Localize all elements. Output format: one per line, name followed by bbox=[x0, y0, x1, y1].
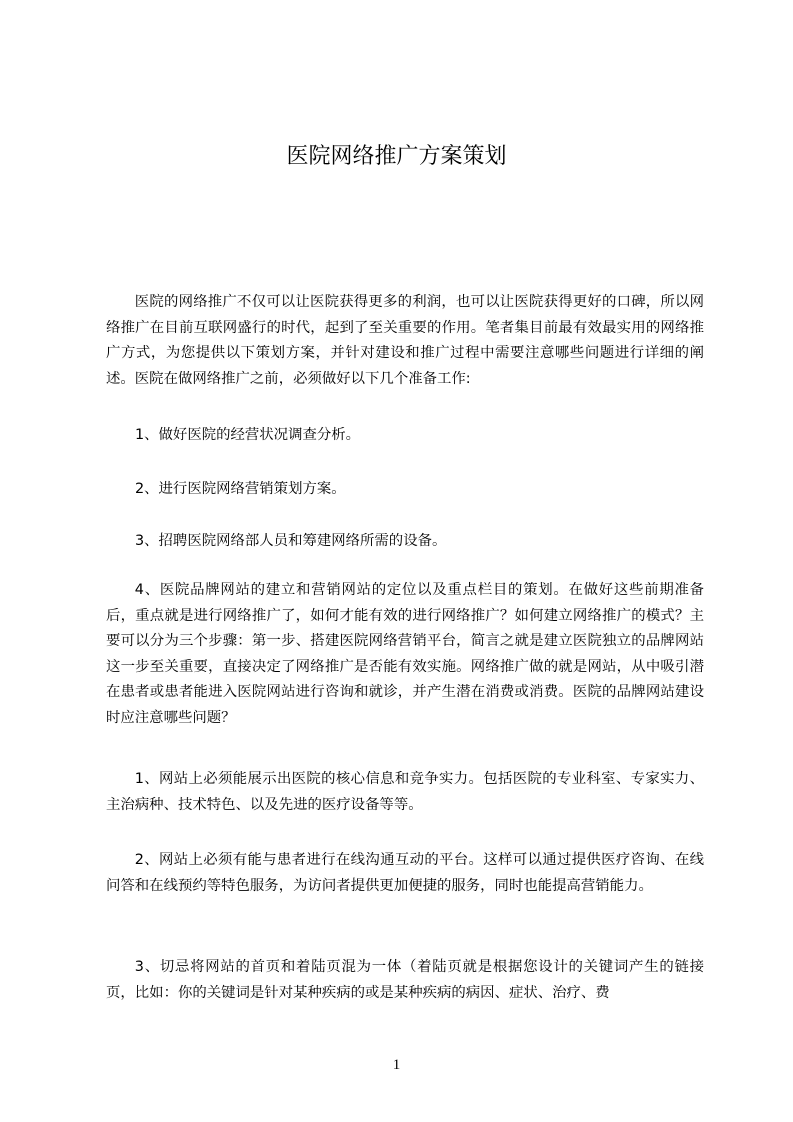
prep-item-3: 3、招聘医院网络部人员和筹建网络所需的设备。 bbox=[135, 533, 447, 549]
document-title: 医院网络推广方案策划 bbox=[286, 144, 507, 169]
step4-paragraph: 4、医院品牌网站的建立和营销网站的定位以及重点栏目的策划。在做好这些前期准备后，重点就是进行网络推广了，如何才能有效的进行网络推广？如何建立网络推广的模式？主要可以分为三个步骤：第一步、搭建医院网络营销平台，简言之就是建立医院独立的品牌网站这一步至关重要，直接决定了网络推广是否能有效实施。网络推广做的就是网站，从中吸引潜在患者或患者能进入医院网站进行咨询和就诊，并产生潜在消费或消费。医院的品牌网站建设时应注意哪些问题？ bbox=[106, 582, 704, 726]
page-number: 1 bbox=[392, 1057, 401, 1073]
prep-item-1: 1、做好医院的经营状况调查分析。 bbox=[135, 427, 361, 443]
site-point-2: 2、网站上必须有能与患者进行在线沟通互动的平台。这样可以通过提供医疗咨询、在线问答和在线预约等特色服务，为访问者提供更加便捷的服务，同时也能提高营销能力。 bbox=[106, 852, 704, 894]
site-point-1: 1、网站上必须能展示出医院的核心信息和竞争实力。包括医院的专业科室、专家实力、主治病种、技术特色、以及先进的医疗设备等等。 bbox=[106, 771, 704, 813]
prep-item-2: 2、进行医院网络营销策划方案。 bbox=[135, 481, 346, 497]
intro-paragraph: 医院的网络推广不仅可以让医院获得更多的利润，也可以让医院获得更好的口碑，所以网络推广在目前互联网盛行的时代，起到了至关重要的作用。笔者集目前最有效最实用的网络推广方式，为您提供以下策划方案，并针对建设和推广过程中需要注意哪些问题进行详细的阐述。医院在做网络推广之前，必须做好以下几个准备工作: bbox=[106, 294, 704, 387]
site-point-3: 3、切忌将网站的首页和着陆页混为一体（着陆页就是根据您设计的关键词产生的链接页，比如：你的关键词是针对某种疾病的或是某种疾病的病因、症状、治疗、费 bbox=[106, 959, 704, 1001]
